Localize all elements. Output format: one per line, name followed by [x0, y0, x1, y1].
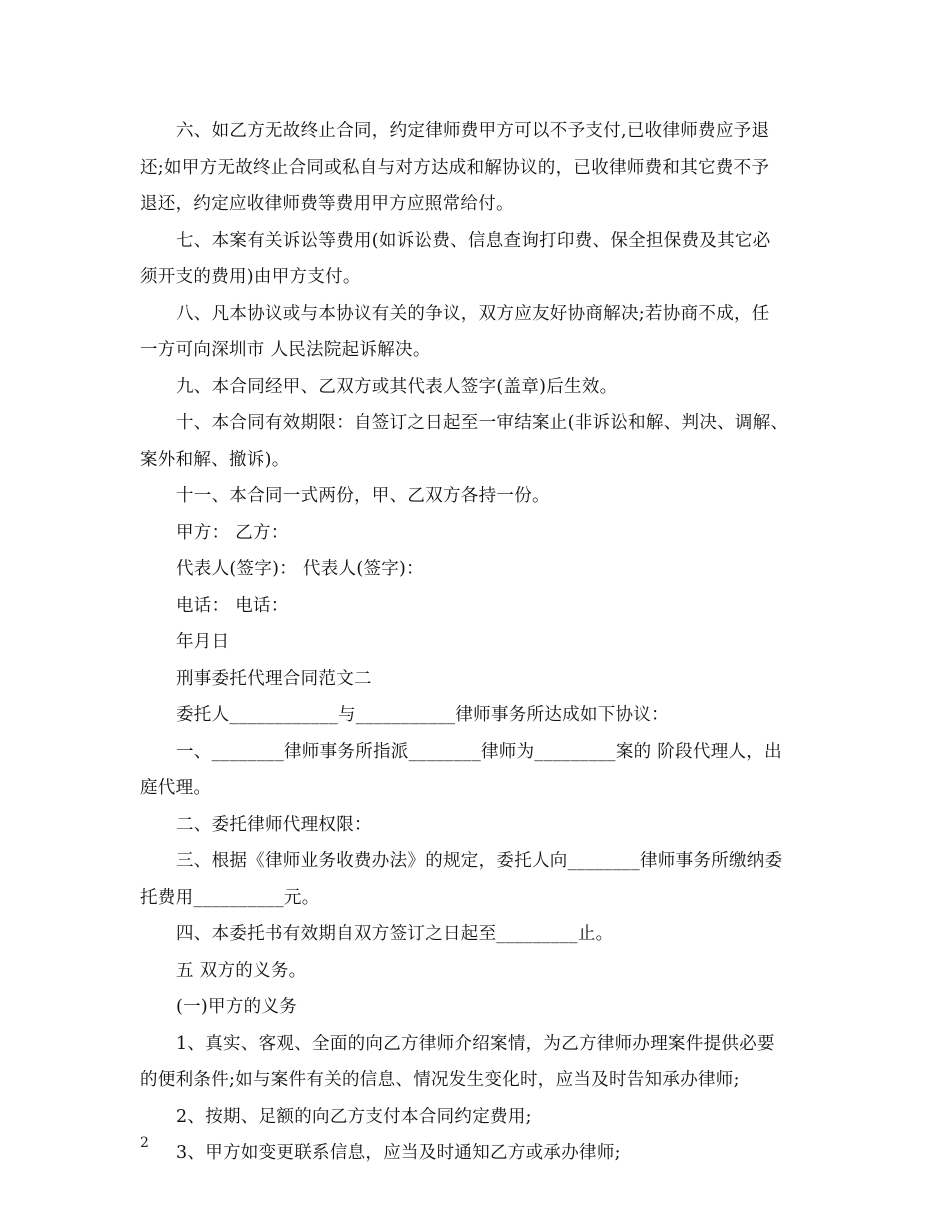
text-line: 还;如甲方无故终止合同或私自与对方达成和解协议的，已收律师费和其它费不予 [140, 157, 770, 178]
text-line: 七、本案有关诉讼等费用(如诉讼费、信息查询打印费、保全担保费及其它必 [176, 230, 771, 251]
text-line: 案外和解、撤诉)。 [140, 449, 290, 470]
text-line: 九、本合同经甲、乙双方或其代表人签字(盖章)后生效。 [176, 376, 618, 397]
text-line: 代表人(签字)： 代表人(签字)： [176, 559, 424, 579]
text-line: 年月日 [176, 632, 230, 652]
text-line: 庭代理。 [140, 778, 212, 798]
text-line: 五 双方的义务。 [176, 960, 307, 981]
text-line: 1、真实、客观、全面的向乙方律师介绍案情，为乙方律师办理案件提供必要 [176, 1033, 775, 1054]
text-line: 十、本合同有效期限：自签订之日起至一审结案止(非诉讼和解、判决、调解、 [176, 413, 789, 433]
text-line: 电话： 电话： [176, 595, 289, 616]
text-line: 十一、本合同一式两份，甲、乙双方各持一份。 [176, 486, 550, 506]
text-line: 三、根据《律师业务收费办法》的规定，委托人向________律师事务所缴纳委 [176, 851, 783, 871]
text-line: 3、甲方如变更联系信息，应当及时通知乙方或承办律师; [176, 1143, 621, 1163]
text-line: 2、按期、足额的向乙方支付本合同约定费用; [176, 1106, 532, 1127]
text-line: 四、本委托书有效期自双方签订之日起至_________止。 [176, 924, 614, 944]
text-line: 须开支的费用)由甲方支付。 [140, 267, 361, 287]
text-line: 的便利条件;如与案件有关的信息、情况发生变化时，应当及时告知承办律师; [140, 1070, 740, 1090]
text-line: 退还，约定应收律师费等费用甲方应照常给付。 [140, 194, 514, 214]
text-line: 二、委托律师代理权限： [176, 814, 372, 835]
text-line: 委托人____________与___________律师事务所达成如下协议： [176, 705, 669, 725]
text-line: 八、凡本协议或与本协议有关的争议，双方应友好协商解决;若协商不成，任 [176, 303, 770, 324]
text-line: 托费用__________元。 [140, 887, 320, 908]
text-line: (一)甲方的义务 [176, 997, 298, 1017]
text-line: 六、如乙方无故终止合同，约定律师费甲方可以不予支付,已收律师费应予退 [176, 121, 770, 141]
text-line: 一方可向深圳市 人民法院起诉解决。 [140, 340, 431, 360]
document-body [140, 113, 830, 1172]
text-line: 一、________律师事务所指派________律师为_________案的 阶段代理人，出 [176, 741, 782, 762]
page-number: 2 [140, 1135, 149, 1151]
text-line: 刑事委托代理合同范文二 [176, 668, 372, 689]
text-line: 甲方： 乙方： [176, 522, 289, 543]
